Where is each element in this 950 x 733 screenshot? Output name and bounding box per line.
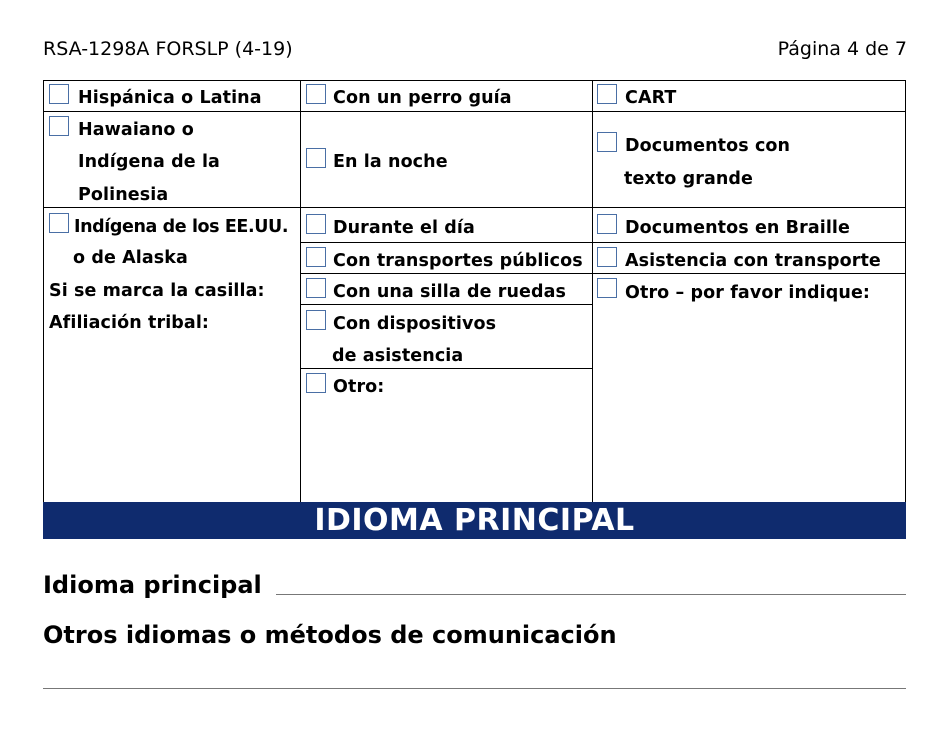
checkbox-transport-assistance[interactable]	[597, 247, 617, 267]
checkbox-other-col3[interactable]	[597, 278, 617, 298]
row-divider	[43, 207, 906, 208]
checkbox-hawaiian[interactable]	[49, 116, 69, 136]
row-divider	[300, 273, 906, 274]
checkbox-day[interactable]	[306, 214, 326, 234]
label-native-american-line2: o de Alaska	[73, 248, 188, 268]
page-number: Página 4 de 7	[777, 38, 907, 60]
label-assistive-devices-line2: de asistencia	[332, 346, 464, 366]
label-day: Durante el día	[333, 218, 475, 238]
label-tribal-affiliation: Afiliación tribal:	[49, 313, 210, 333]
label-braille: Documentos en Braille	[625, 218, 851, 238]
checkbox-public-transport[interactable]	[306, 247, 326, 267]
checkbox-other-col2[interactable]	[306, 373, 326, 393]
other-languages-label: Otros idiomas o métodos de comunicación	[43, 621, 617, 649]
checkbox-hispanic[interactable]	[49, 84, 69, 104]
label-large-print-line2: texto grande	[624, 169, 754, 189]
label-hawaiian-line3: Polinesia	[78, 185, 169, 205]
table-top-border	[43, 80, 906, 81]
checkbox-guide-dog[interactable]	[306, 84, 326, 104]
checkbox-braille[interactable]	[597, 214, 617, 234]
label-other-col3: Otro – por favor indique:	[625, 283, 871, 303]
row-divider	[300, 242, 906, 243]
col-divider-2	[592, 80, 593, 503]
label-other-col2: Otro:	[333, 377, 385, 397]
label-hawaiian-line2: Indígena de la	[78, 152, 220, 172]
other-languages-field[interactable]	[43, 688, 906, 689]
primary-language-field[interactable]	[276, 594, 906, 595]
col-divider-1	[300, 80, 301, 503]
checkbox-cart[interactable]	[597, 84, 617, 104]
label-native-american-line1: Indígena de los EE.UU.	[74, 217, 289, 237]
primary-language-label: Idioma principal	[43, 571, 262, 599]
label-transport-assistance: Asistencia con transporte	[625, 251, 881, 271]
label-hispanic: Hispánica o Latina	[78, 88, 262, 108]
label-large-print-line1: Documentos con	[625, 136, 791, 156]
table-right-border	[905, 80, 906, 503]
table-left-border	[43, 80, 44, 503]
row-divider	[300, 304, 592, 305]
label-guide-dog: Con un perro guía	[333, 88, 512, 108]
checkbox-wheelchair[interactable]	[306, 278, 326, 298]
label-assistive-devices-line1: Con dispositivos	[333, 314, 497, 334]
label-public-transport: Con transportes públicos	[333, 251, 583, 271]
label-cart: CART	[625, 88, 677, 108]
section-banner-primary-language: IDIOMA PRINCIPAL	[43, 502, 906, 539]
form-id: RSA-1298A FORSLP (4-19)	[43, 38, 293, 60]
label-hawaiian-line1: Hawaiano o	[78, 120, 194, 140]
label-if-checked: Si se marca la casilla:	[49, 281, 265, 301]
checkbox-assistive-devices[interactable]	[306, 310, 326, 330]
row-divider	[43, 111, 906, 112]
checkbox-night[interactable]	[306, 148, 326, 168]
label-wheelchair: Con una silla de ruedas	[333, 282, 567, 302]
label-night: En la noche	[333, 152, 448, 172]
checkbox-large-print[interactable]	[597, 132, 617, 152]
row-divider	[300, 368, 592, 369]
checkbox-native-american[interactable]	[49, 213, 69, 233]
